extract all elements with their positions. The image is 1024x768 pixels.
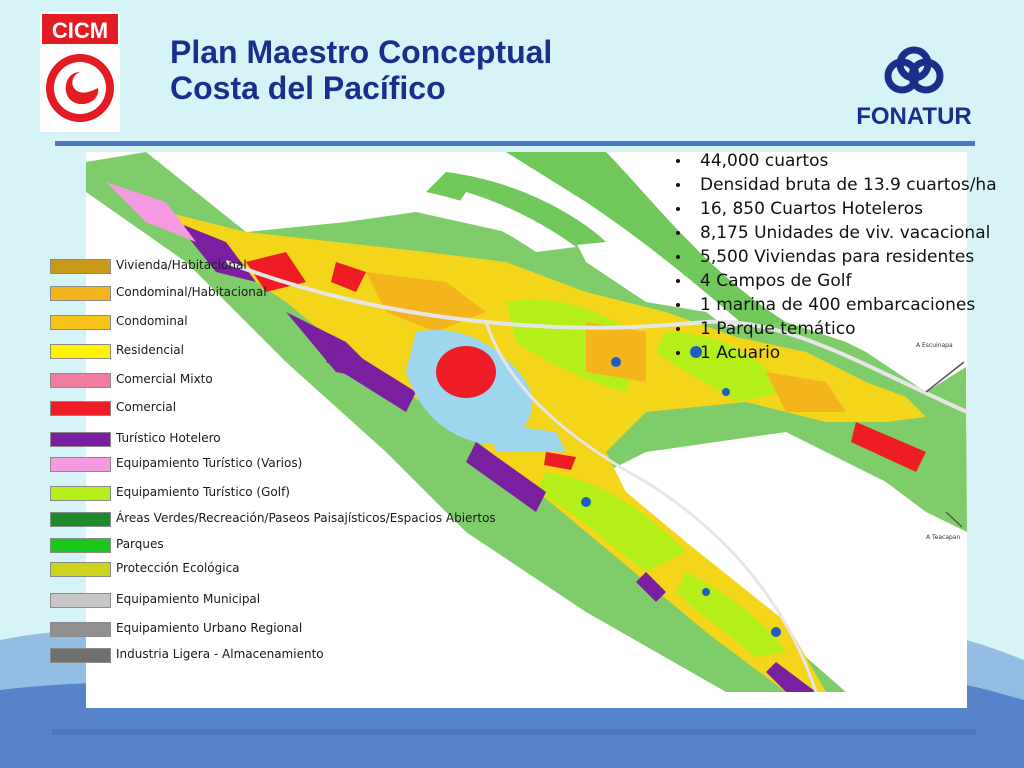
legend-swatch bbox=[50, 562, 111, 577]
south-exit-label: A Teacapan bbox=[926, 534, 961, 541]
legend-label: Residencial bbox=[116, 343, 184, 357]
bullet-icon bbox=[676, 279, 680, 283]
legend-swatch bbox=[50, 286, 111, 301]
bullet-icon bbox=[676, 327, 680, 331]
legend-label: Equipamiento Turístico (Golf) bbox=[116, 485, 290, 499]
highlight-text: Densidad bruta de 13.9 cuartos/ha bbox=[700, 175, 997, 195]
top-divider bbox=[55, 141, 975, 146]
title-line-2: Costa del Pacífico bbox=[170, 70, 446, 106]
legend-swatch bbox=[50, 432, 111, 447]
legend-swatch bbox=[50, 373, 111, 388]
legend-swatch bbox=[50, 648, 111, 663]
lake bbox=[702, 588, 710, 596]
highlight-text: 44,000 cuartos bbox=[700, 151, 829, 171]
lake bbox=[611, 357, 621, 367]
bullet-icon bbox=[676, 231, 680, 235]
lake bbox=[722, 388, 730, 396]
cicm-logo-text: CICM bbox=[51, 18, 109, 43]
bullet-icon bbox=[676, 183, 680, 187]
lake bbox=[581, 497, 591, 507]
legend-swatch bbox=[50, 622, 111, 637]
highlight-item bbox=[676, 246, 997, 270]
condominial-block-2 bbox=[586, 322, 646, 382]
bullet-icon bbox=[676, 255, 680, 259]
bullet-icon bbox=[676, 303, 680, 307]
commercial-core bbox=[436, 346, 496, 398]
project-highlights bbox=[676, 150, 997, 366]
legend-label: Comercial bbox=[116, 400, 177, 414]
legend-label: Equipamiento Urbano Regional bbox=[116, 621, 303, 635]
highlight-item bbox=[676, 270, 997, 294]
highlight-item bbox=[676, 294, 997, 318]
legend-label: Condominal/Habitacional bbox=[116, 285, 267, 299]
highlight-text: 1 Parque temático bbox=[700, 319, 856, 339]
cicm-logo bbox=[40, 12, 120, 132]
legend-label: Equipamiento Turístico (Varios) bbox=[116, 456, 303, 470]
legend-label: Turístico Hotelero bbox=[116, 431, 221, 445]
page-title bbox=[170, 34, 552, 106]
bullet-icon bbox=[676, 207, 680, 211]
lake bbox=[771, 627, 781, 637]
highlight-item bbox=[676, 222, 997, 246]
legend-swatch bbox=[50, 344, 111, 359]
highlight-text: 16, 850 Cuartos Hoteleros bbox=[700, 199, 924, 219]
highlight-item bbox=[676, 198, 997, 222]
legend-label: Vivienda/Habitacional bbox=[116, 258, 247, 272]
title-line-1: Plan Maestro Conceptual bbox=[170, 34, 553, 70]
highlight-text: 1 marina de 400 embarcaciones bbox=[700, 295, 976, 315]
legend-label: Industria Ligera - Almacenamiento bbox=[116, 647, 324, 661]
legend-swatch bbox=[50, 593, 111, 608]
legend-swatch bbox=[50, 259, 111, 274]
legend-swatch bbox=[50, 512, 111, 527]
fonatur-logo-text: FONATUR bbox=[856, 103, 972, 130]
highlight-item bbox=[676, 150, 997, 174]
legend-swatch bbox=[50, 401, 111, 416]
legend-swatch bbox=[50, 315, 111, 330]
highlight-text: 8,175 Unidades de viv. vacacional bbox=[700, 223, 991, 243]
legend-label: Equipamiento Municipal bbox=[116, 592, 261, 606]
highlight-text: 5,500 Viviendas para residentes bbox=[700, 247, 975, 267]
bullet-icon bbox=[676, 351, 680, 355]
legend-label: Parques bbox=[116, 537, 164, 551]
highlight-item bbox=[676, 318, 997, 342]
legend-label: Comercial Mixto bbox=[116, 372, 213, 386]
north-exit-label: A Escuinapa bbox=[916, 342, 953, 349]
fonatur-logo bbox=[852, 36, 982, 132]
legend-swatch bbox=[50, 457, 111, 472]
highlight-text: 4 Campos de Golf bbox=[700, 271, 852, 291]
legend-label: Protección Ecológica bbox=[116, 561, 240, 575]
bullet-icon bbox=[676, 159, 680, 163]
legend-label: Condominal bbox=[116, 314, 188, 328]
highlight-item bbox=[676, 342, 997, 366]
highlight-text: 1 Acuario bbox=[700, 343, 781, 363]
highlight-item bbox=[676, 174, 997, 198]
legend-label: Áreas Verdes/Recreación/Paseos Paisajísticos/Espacios Abiertos bbox=[116, 511, 496, 525]
legend-swatch bbox=[50, 538, 111, 553]
bottom-divider bbox=[52, 729, 976, 735]
legend-swatch bbox=[50, 486, 111, 501]
